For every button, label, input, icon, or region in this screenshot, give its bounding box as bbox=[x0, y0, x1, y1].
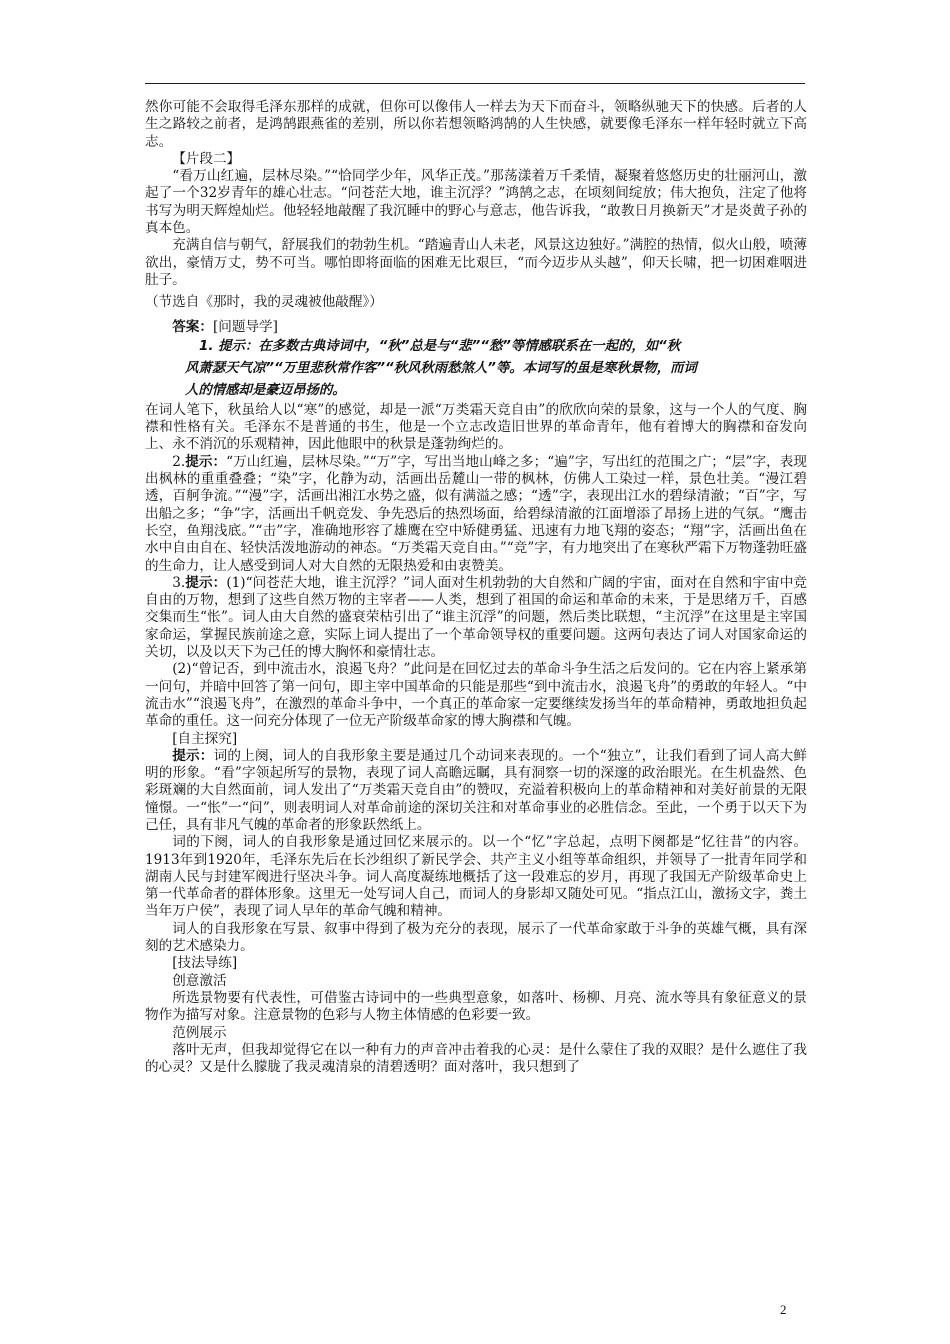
paragraph: 在词人笔下，秋虽给人以“寒”的感觉，却是一派“万类霜天竞自由”的欣欣向荣的景象，这与一个人的气度、胸襟和性格有关。毛泽东不是普通的书生，他是一个立志改造旧世界的革命青年，他有着博大的胸襟和奋发向上、永不消沉的乐观精神，因此他眼中的秋景是蓬勃绚烂的。 bbox=[145, 401, 807, 453]
handwritten-line: 人的情感却是豪迈昂扬的。 bbox=[185, 382, 346, 398]
p5-text: 词的上阕，词人的自我形象主要是通过几个动词来表现的。一个“独立”，让我们看到了词人高大鲜明的形象。“看”字领起所写的景物，表现了词人高瞻远瞩，具有洞察一切的深邃的政治眼光。在生机盎然、色彩斑斓的大自然面前，词人发出了“万类霜天竞自由”的赞叹，充溢着积极向上的革命精神和对美好前景的无限憧憬。一“怅”一“问”，则表明词人对革命前途的深切关注和对革命事业的必胜信念。至此，一个勇于以天下为己任，具有非凡气魄的革命者的形象跃然纸上。 bbox=[145, 747, 807, 833]
q3-number: 3. bbox=[172, 574, 186, 591]
section-self-explore: [自主探究] bbox=[172, 730, 238, 747]
page-number: 2 bbox=[780, 1302, 787, 1317]
section-skill-practice: [技法导练] bbox=[172, 955, 238, 972]
paragraph: 词人的自我形象在写景、叙事中得到了极为充分的表现，展示了一代革命家敢于斗争的英雄气概，具有深刻的艺术感染力。 bbox=[145, 920, 807, 955]
paragraph: 词的下阕，词人的自我形象是通过回忆来展示的。以一个“忆”字总起，点明下阕都是“忆往昔”的内容。1913年到1920年，毛泽东先后在长沙组织了新民学会、共产主义小组等革命组织，并领导了一批青年同学和湖南人民与封建军阀进行坚决斗争。词人高度凝练地概括了这一段难忘的岁月，再现了我国无产阶级革命史上第一代革命者的群体形象。这里无一处写词人自己，而词人的身影却又随处可见。“指点江山，激扬文字，粪土当年万户侯”，表现了词人早年的革命气魄和精神。 bbox=[145, 834, 807, 920]
paragraph: 所选景物要有代表性，可借鉴古诗词中的一些典型意象，如落叶、杨柳、月亮、流水等具有象征意义的景物作为描写对象。注意景物的色彩与人物主体情感的色彩要一致。 bbox=[145, 989, 807, 1024]
answer-label: 答案： bbox=[172, 318, 213, 335]
q2-number: 2. bbox=[172, 453, 186, 470]
q2-text: “万山红遍，层林尽染。”“万”字，写出当地山峰之多；“遍”字，写出红的范围之广；“层”字，表现出枫林的重重叠叠；“染”字，化静为动，活画出岳麓山一带的枫林，仿佛人工染过一样，景色壮美。“漫江碧透，百舸争流。”“漫”字，活画出湘江水势之盛，似有满溢之感；“透”字，表现出江水的碧绿清澈；“百”字，写出船之多；“争”字，活画出千帆竞发、争先恐后的热烈场面，给碧绿清澈的江面增添了昂扬上进的气氛。“鹰击长空，鱼翔浅底。”“击”字，准确地形容了雄鹰在空中矫健勇猛、迅速有力地飞翔的姿态；“翔”字，活画出鱼在水中自由自在、轻快活泼地游动的神态。“万类霜天竞自由。”“竞”字，有力地突出了在寒秋严霜下万物蓬勃旺盛的生命力，让人感受到词人对大自然的无限热爱和由衷赞美。 bbox=[145, 453, 808, 574]
answer-3 bbox=[145, 575, 807, 661]
paragraph: (2)“曾记否，到中流击水，浪遏飞舟？”此问是在回忆过去的革命斗争生活之后发问的。它在内容上紧承第一问句，并暗中回答了第一问句，即主宰中国革命的只能是那些“到中流击水，浪遏飞舟”的勇敢的年轻人。“中流击水”“浪遏飞舟”，在激烈的革命斗争中，一个真正的革命家一定要继续发扬当年的革命精神，勇敢地担负起革命的重任。这一问充分体现了一位无产阶级革命家的博大胸襟和气魄。 bbox=[145, 661, 807, 730]
handwritten-line: 风萧瑟天气凉”“万里悲秋常作客”“秋风秋雨愁煞人”等。本词写的虽是寒秋景物，而词 bbox=[185, 360, 697, 376]
q3-text: (1)“问苍茫大地，谁主沉浮？”词人面对生机勃勃的大自然和广阔的宇宙，面对在自然和宇宙中竞自由的万物，想到了这些自然万物的主宰者——人类，想到了祖国的命运和革命的未来，于是思绪万千，百感交集而生“怅”。词人由大自然的盛衰荣枯引出了“谁主沉浮”的问题，然后类比联想，“主沉浮”在这里是主宰国家命运，掌握民族前途之意，实际上词人提出了一个革命领导权的重要问题。这两句表达了词人对国家命运的关切，以及以天下为己任的博大胸怀和豪情壮志。 bbox=[145, 574, 808, 661]
section-problem-guide: [问题导学] bbox=[212, 318, 278, 335]
header-rule bbox=[145, 83, 805, 84]
q3-label: 提示： bbox=[185, 574, 227, 591]
q2-label: 提示： bbox=[185, 453, 227, 470]
creative-activation-label: 创意激活 bbox=[172, 972, 227, 989]
p5-label: 提示： bbox=[172, 747, 214, 764]
paragraph: 然你可能不会取得毛泽东那样的成就，但你可以像伟人一样去为天下而奋斗，领略纵驰天下的快感。后者的人生之路较之前者，是鸿鹄跟燕雀的差别，所以你若想领略鸿鹄的人生快感，就要像毛泽东一样年轻时就立下高志。 bbox=[145, 99, 807, 150]
answer-2 bbox=[145, 454, 807, 575]
paragraph: 落叶无声，但我却觉得它在以一种有力的声音冲击着我的心灵：是什么蒙住了我的双眼？是什么遮住了我的心灵？又是什么朦胧了我灵魂清泉的清碧透明？面对落叶，我只想到了 bbox=[145, 1041, 807, 1076]
paragraph: “看万山红遍，层林尽染。”“恰同学少年，风华正茂。”那荡漾着万千柔情，凝聚着悠悠历史的壮丽河山，激起了一个32岁青年的雄心壮志。“问苍茫大地，谁主沉浮？”鸿鹄之志，在顷刻间绽放；伟大抱负，注定了他将书写为明天辉煌灿烂。他轻轻地敲醒了我沉睡中的野心与意志，他告诉我，“敢教日月换新天”才是炎黄子孙的真本色。 bbox=[145, 168, 807, 237]
self-explore-answer bbox=[145, 748, 807, 834]
answer-heading bbox=[145, 319, 807, 336]
handwritten-line: 1. 提示：在多数古典诗词中，“秋”总是与“悲”“愁”等情感联系在一起的，如“秋 bbox=[199, 338, 681, 354]
document-body bbox=[145, 99, 807, 1076]
paragraph: 充满自信与朝气，舒展我们的勃勃生机。“踏遍青山人未老，风景这边独好。”满腔的热情，似火山般，喷薄欲出，豪情万丈，势不可当。哪怕即将面临的困难无比艰巨，“而今迈步从头越”，仰天长啸，把一切困难咽进肚子。 bbox=[145, 237, 807, 288]
segment-2-label: 【片段二】 bbox=[172, 150, 241, 167]
source-citation: （节选自《那时，我的灵魂被他敲醒》） bbox=[145, 294, 383, 311]
example-label: 范例展示 bbox=[172, 1024, 227, 1041]
